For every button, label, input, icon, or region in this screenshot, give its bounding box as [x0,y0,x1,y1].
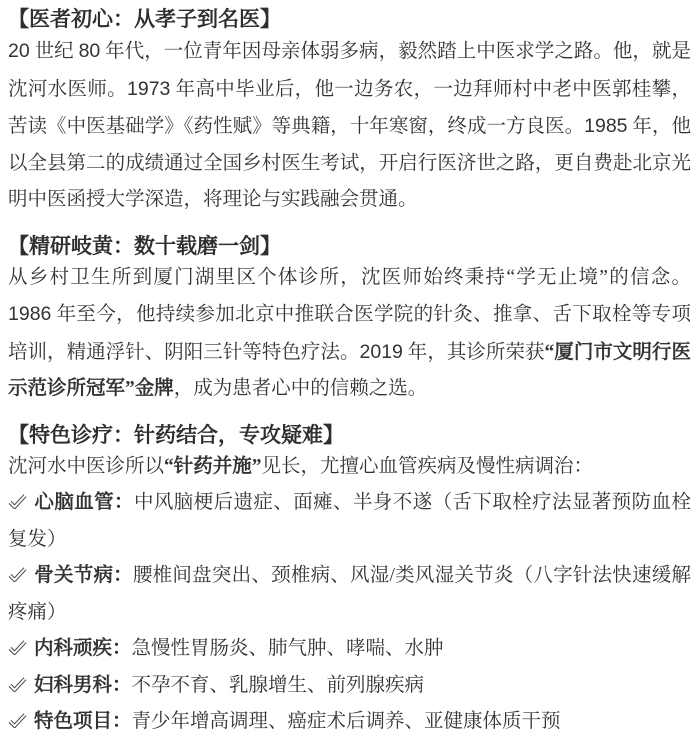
check-icon [8,494,27,509]
item-label: 骨关节病： [34,565,133,586]
item-text: 青少年增高调理、癌症术后调养、亚健康体质干预 [131,711,561,732]
text-run: 从乡村卫生所到厦门湖里区个体诊所，沈医师始终秉持“学无止境”的信念。 [8,266,691,288]
paragraph-specialties-intro [8,449,691,486]
article-body [8,6,691,741]
text-run: 20 [8,40,30,62]
item-label: 心脑血管： [34,492,134,513]
check-icon [8,567,27,582]
section-doctor-origin [8,6,691,219]
item-text: 中风脑梗后遗症、面瘫、半身不遂（舌下取栓疗法显著预防血栓复发） [8,492,691,550]
check-icon [8,640,27,655]
text-run: 1973 [127,77,171,100]
text-run: 年，他以全县第二的成绩通过全国乡村医生考试，开启行医济世之路，更自费赴北京光明中医函授大学深造，将理论与实践融会贯通。 [8,116,691,210]
text-run: 2019 [359,340,403,363]
text-run: 年代，一位青年因母亲体弱多病，毅然踏上中医求学之路。他，就是沈河水医师。 [8,41,691,100]
check-icon [8,713,27,728]
section-heading-specialties: 【特色诊疗：针药结合，专攻疑难】 [8,422,344,447]
item-text: 不孕不育、乳腺增生、前列腺疾病 [131,674,425,696]
text-run: ，成为患者心中的信赖之选。 [173,378,428,399]
section-heading-origin: 【医者初心：从孝子到名医】 [8,7,281,31]
text-run: 年，其诊所荣获 [402,341,545,363]
specialty-item-cardio [8,485,691,558]
specialty-item-bone-joint [8,558,691,631]
text-run: 见长，尤擅心血管疾病及慢性病调治： [261,455,594,477]
text-run: 1985 [584,115,628,137]
paragraph-training [8,260,691,408]
specialty-item-gyn-andro [8,668,691,705]
section-specialties [8,422,691,741]
text-run: 沈河水中医诊所以 [8,455,165,477]
item-label: 特色项目： [34,711,132,732]
item-label: 内科顽疾： [34,638,132,659]
text-run: “针药并施” [164,455,262,477]
item-text: 腰椎间盘突出、颈椎病、风湿/类风湿关节炎（八字针法快速缓解疼痛） [8,565,691,623]
section-training [8,233,691,408]
text-run: 80 [78,40,101,62]
check-icon [8,677,27,692]
text-run: 1986 [8,303,52,325]
item-text: 急慢性胃肠炎、肺气肿、哮喘、水肿 [131,638,444,659]
text-run: 世纪 [29,41,79,62]
text-run: “厦门市文明行医示范诊所冠军”金牌 [8,341,691,399]
text-run: 年高中毕业后，他一边务农，一边拜师村中老中医郭桂攀，苦读《中医基础学》《药性赋》等典籍，十年寒窗，终成一方良医。 [8,78,691,137]
section-heading-training: 【精研岐黄：数十载磨一剑】 [8,233,281,258]
item-label: 妇科男科： [34,674,132,696]
specialty-item-internal [8,631,691,668]
specialty-item-featured [8,704,691,741]
paragraph-origin [8,33,691,219]
text-run: 年至今，他持续参加北京中推联合医学院的针灸、推拿、舌下取栓等专项培训，精通浮针、阴阳三针等特色疗法。 [8,304,691,363]
